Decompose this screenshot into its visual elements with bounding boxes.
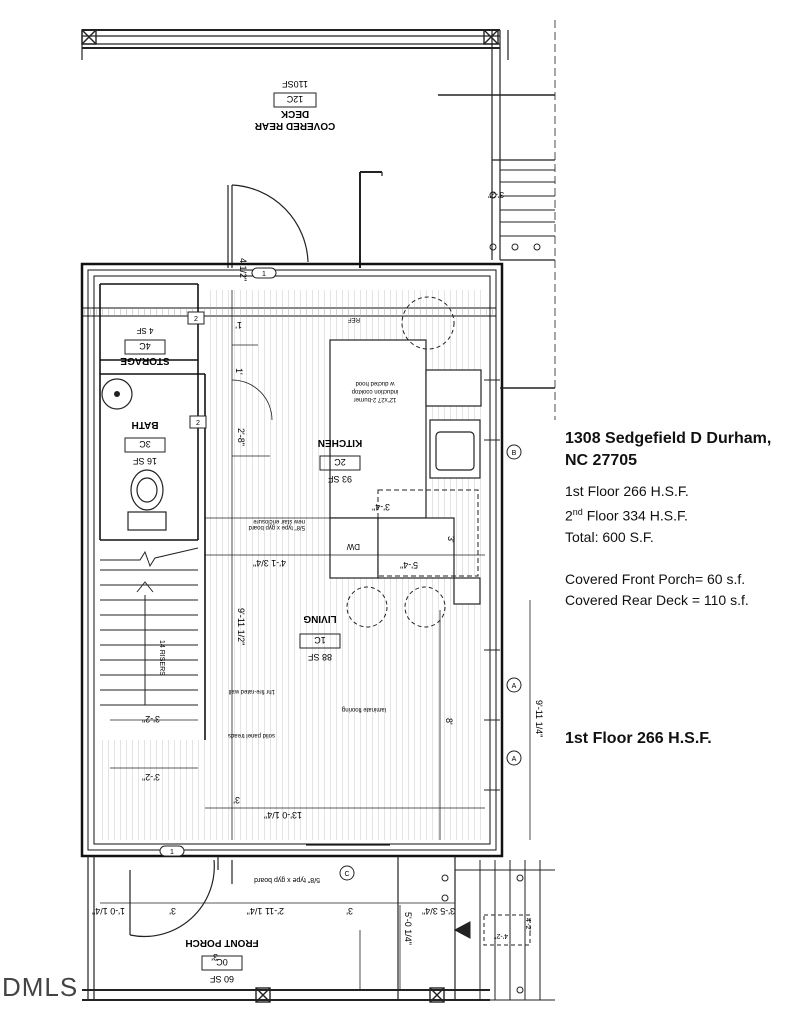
dim-3b: 3' (346, 906, 353, 916)
dim-1ft: 1' (235, 320, 242, 330)
address-line2: NC 27705 (565, 452, 638, 469)
dim-9-11a: 9'-11 1/2" (236, 608, 246, 646)
note-flooring: laminate flooring (341, 706, 386, 712)
stairs (100, 548, 198, 705)
tag-2-bath: 2 (196, 420, 200, 427)
bath-tag: 3C (139, 439, 151, 449)
rear-deck-name2: DECK (280, 108, 310, 119)
storage-area: 4 SF (136, 326, 154, 335)
porch-area: 60 SF (209, 974, 235, 984)
dim-9-11b: 9'-11 1/4" (534, 700, 544, 738)
dim-3-2b: 3'-2" (142, 772, 160, 782)
note-cooktop2: induction cooktop (351, 388, 399, 394)
dim-2-8: 2'-8" (236, 428, 246, 446)
porch-name: FRONT PORCH (185, 937, 259, 948)
kitchen-area: 93 SF (327, 474, 353, 484)
total-area: Total: 600 S.F. (565, 528, 654, 545)
living-name: LIVING (303, 613, 337, 624)
toilet (128, 470, 166, 530)
note-stair-enclosure: new stair enclosure (253, 518, 305, 524)
tag-A1: A (511, 683, 517, 690)
listing-info (565, 428, 795, 611)
rear-deck-name1: COVERED REAR (254, 120, 336, 131)
note-fire-wall: 1hr fire-rated wall (228, 688, 275, 694)
dim-2-11: 2'-11 1/4" (246, 906, 284, 916)
dim-3-living: 3' (233, 795, 240, 805)
storage-room (120, 326, 170, 366)
storage-name: STORAGE (120, 355, 170, 366)
dim-5-4: 5'-4" (400, 560, 418, 570)
tag-2-storage: 2 (194, 316, 198, 323)
dim-3-4: 3'-4" (372, 502, 390, 512)
floor2-prefix: 2 (565, 507, 573, 524)
floor2-area (565, 502, 795, 527)
dim-3-5: 3'-5 3/4" (422, 906, 455, 916)
rear-deck-area: 110SF (282, 79, 308, 89)
living-area: 88 SF (307, 652, 333, 662)
stair-risers: 14 RISERS (158, 640, 165, 676)
cooktop-note (351, 380, 398, 402)
dim-1: 1' (234, 368, 244, 375)
note-cooktop3: w ducted hood (355, 380, 395, 386)
floor2-sup: nd (572, 507, 583, 517)
tag-A2: A (511, 756, 517, 763)
tag-C: C (344, 871, 350, 878)
dw-label: DW (346, 542, 360, 551)
dim-3-kitchen: 3' (446, 536, 456, 543)
kitchen-name: KITCHEN (317, 437, 363, 448)
dim-13: 13'-0 1/4" (264, 810, 302, 820)
bath-room (102, 379, 166, 530)
tag-B: B (511, 450, 517, 457)
front-porch-area: Covered Front Porch= 60 s.f. (565, 570, 746, 587)
note-gyp1: 5/8" type x gyp board (248, 524, 305, 530)
dim-5-0: 5'-0 1/4" (403, 912, 413, 945)
floor2-suffix: Floor 334 H.S.F. (582, 507, 688, 524)
tag-1-top: 1 (262, 271, 266, 278)
floor1-area: 1st Floor 266 H.S.F. (565, 483, 689, 499)
dmls-watermark: DMLS (2, 972, 79, 1002)
porch-tag: 0C (216, 957, 228, 967)
dim-front-step1: 4'-2" (494, 932, 508, 939)
address-line1: 1308 Sedgefield D Durham, (565, 430, 772, 447)
tag-1-bottom: 1 (170, 849, 174, 856)
storage-tag: 4C (139, 341, 151, 351)
rear-door (228, 185, 308, 268)
address (565, 428, 795, 472)
front-porch (82, 845, 490, 1000)
bath-name: BATH (131, 419, 159, 430)
living-tag: 1C (314, 635, 326, 645)
bath-area: 16 SF (132, 456, 158, 466)
dim-1-0: 1'-0 1/4" (92, 906, 125, 916)
rear-deck-label (254, 79, 335, 131)
rear-deck-posts (82, 30, 498, 44)
dim-3a: 3' (169, 906, 176, 916)
dim-3-2a: 3'-2" (142, 714, 160, 724)
dim-4-1: 4'-1 3/4" (253, 558, 286, 568)
porch-label (185, 937, 258, 984)
floor-label: 1st Floor 266 H.S.F. (565, 730, 712, 747)
ref-label: REF (348, 316, 360, 322)
dim-8: 8' (444, 718, 454, 725)
front-steps (442, 860, 555, 1000)
dim-3-porch: 3' (211, 952, 218, 962)
kitchen-tag: 2C (334, 457, 346, 467)
note-cooktop1: 12"x27 2-burner (353, 396, 397, 402)
rear-step-dim: 3'-2" (488, 190, 504, 199)
dim-front-step2: 4'-2" (524, 918, 531, 932)
note-treads: solid panel treads (227, 732, 275, 738)
rear-deck-tag: 12C (286, 94, 304, 104)
rear-deck-area-text: Covered Rear Deck = 110 s.f. (565, 591, 749, 608)
floor-hatch-2 (100, 740, 205, 840)
dim-rear-door: 4 1/2" (238, 258, 248, 282)
note-gyp2: 5/8" type x gyp board (254, 876, 320, 883)
